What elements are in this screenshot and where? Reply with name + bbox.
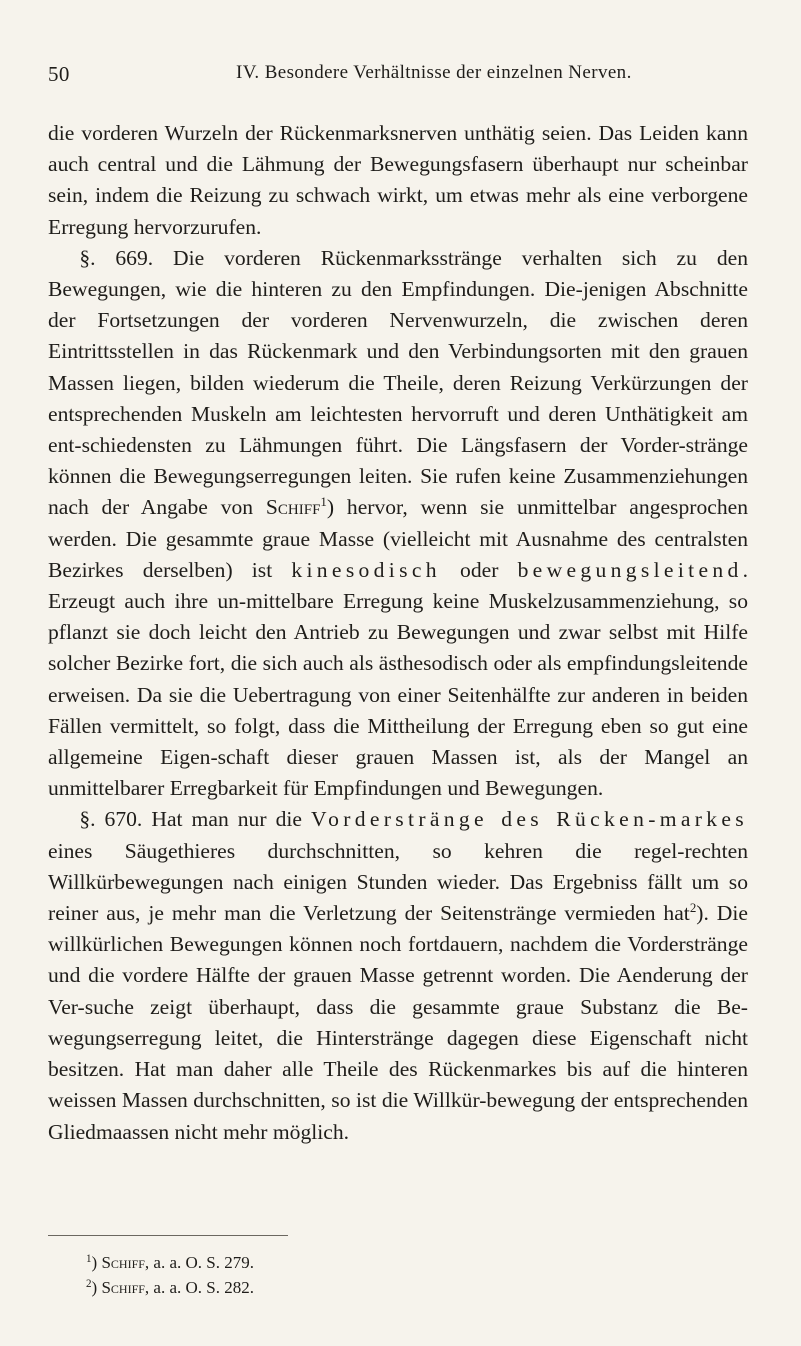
footnote-reference: , a. a. O. S. 279.: [144, 1253, 254, 1272]
footnote-rule: [48, 1235, 288, 1236]
page-number: 50: [48, 62, 70, 86]
footnote-ref: 1: [320, 494, 327, 510]
footnote-ref: 2: [689, 900, 697, 916]
footnote-mark-paren: ): [91, 1278, 102, 1297]
text-run: die vorderen Wurzeln der Rückenmarksnerven unthätig seien. Das Leiden kann auch central und die Lähmung der Bewegungsfasern überhaupt nur scheinbar sein, indem die Reizung zu schwach wirkt, um etwas mehr als eine verborgene Erregung hervorzurufen.: [48, 121, 748, 239]
text-run: §. 670. Hat man nur die: [79, 807, 311, 832]
spaced-emphasis: bewegungsleitend: [517, 557, 743, 582]
running-title: IV. Besondere Verhältnisse der einzelnen Nerven.: [236, 62, 632, 83]
footnote-mark-paren: ): [91, 1253, 102, 1272]
paragraph: [48, 243, 748, 805]
text-run: §. 669. Die vorderen Rückenmarksstränge verhalten sich zu den Bewegungen, wie die hinteren zu den Empfindungen. Die-jenigen Abschnitte der Fortsetzungen der vorderen Nervenwurzeln, die zwischen deren Eintrittsstellen in das Rückenmark und den Verbindungsorten mit den grauen Massen liegen, bilden wiederum die Theile, deren Reizung Verkürzungen der entsprechenden Muskeln am leichtesten hervorruft und deren Unthätigkeit am ent-schiedensten zu Lähmungen führt. Die Längsfasern der Vorder-stränge können die Bewegungserregungen leiten. Sie rufen keine Zusammenziehungen nach der Angabe von: [48, 245, 748, 520]
footnote: [86, 1275, 254, 1300]
footnotes: [86, 1250, 254, 1300]
paragraph: [48, 118, 748, 243]
footnote: [86, 1250, 254, 1275]
footnote-author: Schiff: [101, 1253, 145, 1272]
text-run: ) hervor, wenn sie unmittelbar angesprochen werden. Die gesammte graue Masse (vielleicht mit Ausnahme des centralsten Bezirkes derselben) ist: [48, 495, 749, 582]
body-text: [48, 118, 748, 1148]
text-run: oder: [440, 557, 518, 582]
text-run: . Erzeugt auch ihre un-mittelbare Erregung keine Muskelzusammenziehung, so pflanzt sie doch leicht den Antrieb zu Bewegungen und zwar selbst mit Hilfe solcher Bezirke fort, die sich auch als ästhesodisch oder als empfindungsleitende erweisen. Da sie die Uebertragung von einer Seitenhälfte zur anderen in beiden Fällen vermittelt, so folgt, dass die Mittheilung der Erregung eben so gut eine allgemeine Eigen-schaft dieser grauen Massen ist, als der Mangel an unmittelbarer Erregbarkeit für Empfindungen und Bewegungen.: [48, 557, 749, 801]
spaced-emphasis: kinesodisch: [291, 557, 441, 582]
footnote-mark: 2: [86, 1277, 92, 1290]
text-run: ). Die willkürlichen Bewegungen können noch fortdauern, nachdem die Vorderstränge und die vordere Hälfte der grauen Masse getrennt worden. Die Aenderung der Ver-suche zeigt überhaupt, dass die gesammte graue Substanz die Be-wegungserregung leitet, die Hinterstränge dagegen diese Eigenschaft nicht besitzen. Hat man daher alle Theile des Rückenmarkes bis auf die hinteren weissen Massen durchschnitten, so ist die Willkür-bewegung der entsprechenden Gliedmaassen nicht mehr möglich.: [48, 901, 748, 1144]
footnote-mark: 1: [86, 1252, 92, 1265]
text-run: eines Säugethieres durchschnitten, so kehren die regel-rechten Willkürbewegungen nach einigen Stunden wieder. Das Ergebniss fällt um so reiner aus, je mehr man die Verletzung der Seitenstränge vermieden hat: [48, 838, 748, 926]
spaced-emphasis: Vorderstränge des Rücken-markes: [310, 807, 748, 832]
paragraph: [48, 804, 748, 1147]
author-name: Schiff: [265, 495, 321, 520]
footnote-reference: , a. a. O. S. 282.: [144, 1278, 254, 1297]
footnote-author: Schiff: [101, 1278, 145, 1297]
